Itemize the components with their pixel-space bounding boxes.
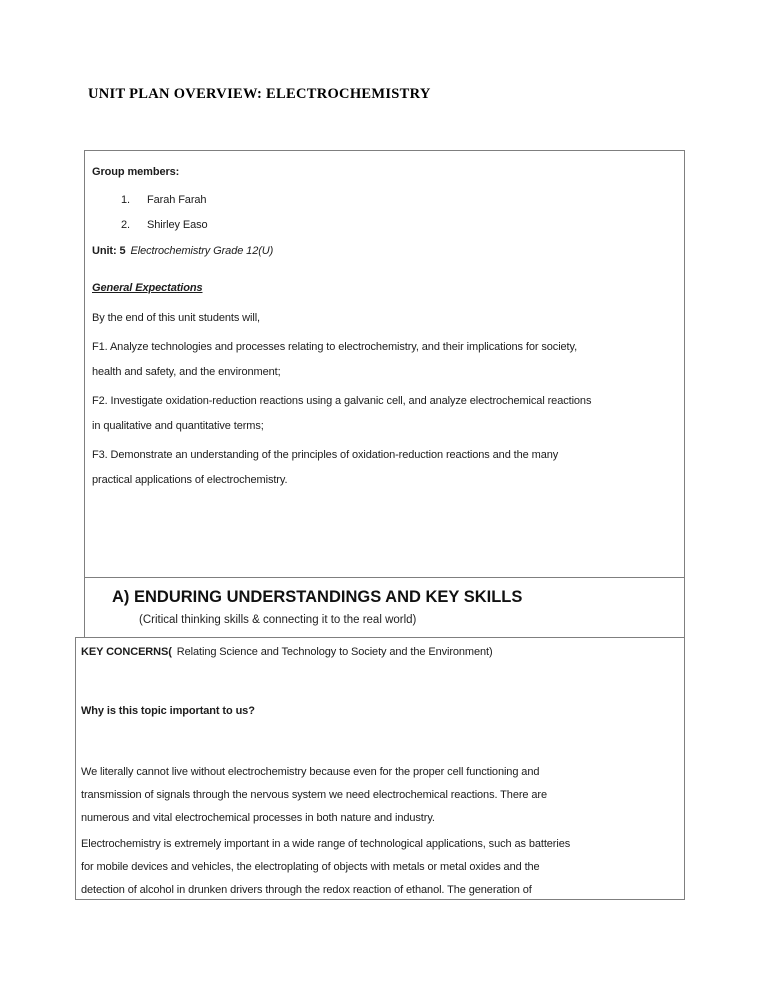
unit-plan-table xyxy=(84,150,685,637)
expectation-f1: F1. Analyze technologies and processes relating to electrochemistry, and their implications for society, health and safety, and the environment; xyxy=(92,341,578,378)
unit-intro: By the end of this unit students will, xyxy=(92,312,261,324)
key-concerns-table xyxy=(75,637,685,900)
expectation-f2: F2. Investigate oxidation-reduction reactions using a galvanic cell, and analyze electrochemical reactions in qualitative and quantitative terms; xyxy=(92,395,592,432)
section-a-header-cell xyxy=(84,578,685,637)
general-expectations-heading: General Expectations xyxy=(92,282,203,294)
unit-overview-cell xyxy=(84,150,685,578)
unit-value: Electrochemistry Grade 12(U) xyxy=(130,245,274,257)
member-number: 1. xyxy=(121,194,130,206)
section-a-subheading: (Critical thinking skills & connecting it to the real world) xyxy=(139,614,417,626)
importance-paragraph-1: We literally cannot live without electrochemistry because even for the proper cell functioning and transmission of signals through the nervous system we need electrochemical reactions. There are numerous and vital electrochemical processes in both nature and industry. xyxy=(81,766,547,824)
key-concerns-label-line xyxy=(81,643,676,661)
member-name: Farah Farah xyxy=(147,194,207,206)
expectation-f3: F3. Demonstrate an understanding of the principles of oxidation-reduction reactions and the many practical applications of electrochemistry. xyxy=(92,449,559,486)
member-list-item xyxy=(92,213,677,238)
importance-paragraph-2: Electrochemistry is extremely important in a wide range of technological applications, such as batteries for mobile devices and vehicles, the electroplating of objects with metals or metal oxides and the detection of alcohol in drunken drivers through the redox reaction of ethanol. The generation of xyxy=(81,838,571,896)
member-number: 2. xyxy=(121,219,130,231)
unit-label: Unit: 5 xyxy=(92,245,126,257)
unit-line xyxy=(92,239,677,264)
key-concerns-label: KEY CONCERNS( xyxy=(81,646,172,658)
member-list-item xyxy=(92,188,677,213)
member-name: Shirley Easo xyxy=(147,219,208,231)
section-a-heading: A) ENDURING UNDERSTANDINGS AND KEY SKILLS xyxy=(112,588,523,606)
page-title: UNIT PLAN OVERVIEW: ELECTROCHEMISTRY xyxy=(88,86,431,102)
key-concerns-detail: Relating Science and Technology to Society and the Environment) xyxy=(176,646,493,658)
member-list xyxy=(92,188,677,238)
group-members-label: Group members: xyxy=(92,166,180,178)
importance-question: Why is this topic important to us? xyxy=(81,705,255,717)
